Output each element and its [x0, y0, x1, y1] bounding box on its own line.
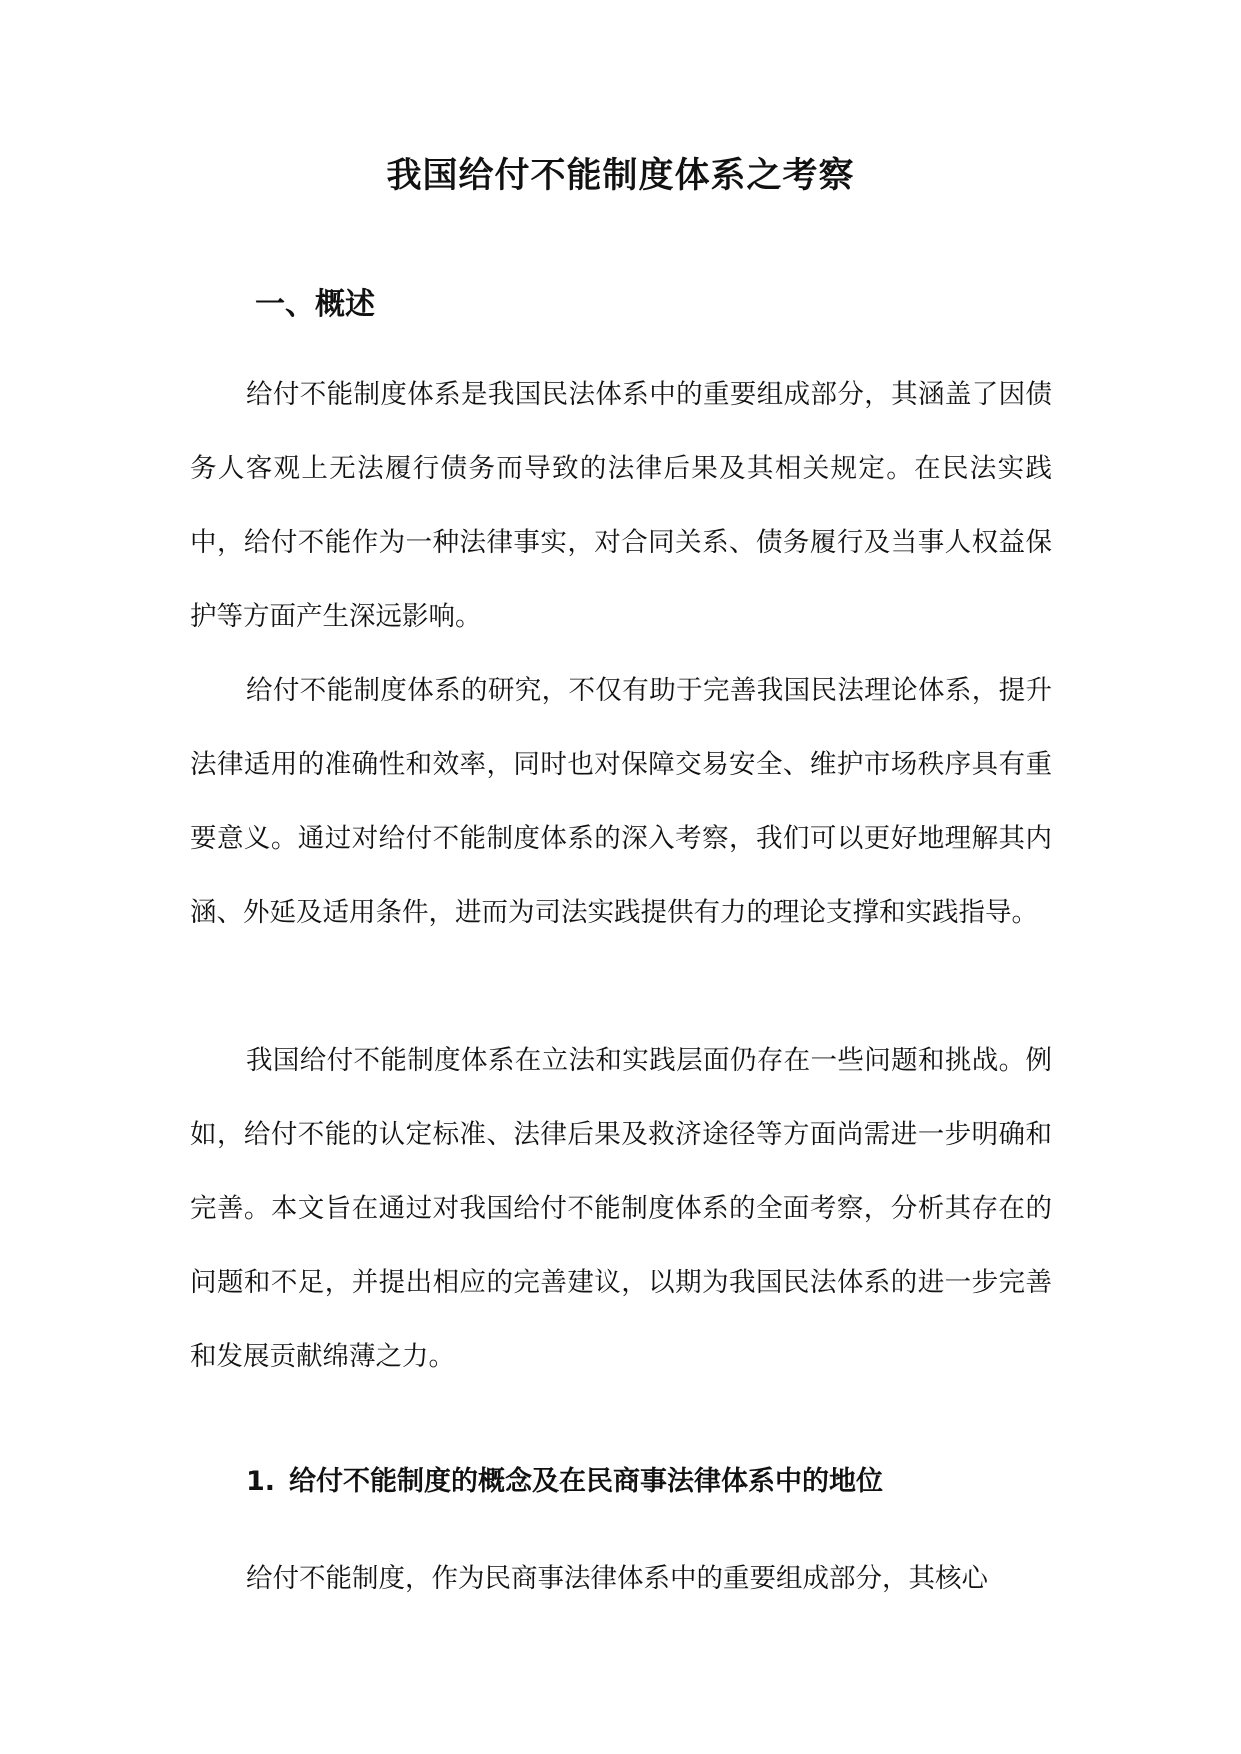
paragraph-overview-3: 我国给付不能制度体系在立法和实践层面仍存在一些问题和挑战。例如，给付不能的认定标准、法律后果及救济途径等方面尚需进一步明确和完善。本文旨在通过对我国给付不能制度体系的全面考察，分析其存在的问题和不足，并提出相应的完善建议，以期为我国民法体系的进一步完善和发展贡献绵薄之力。	[190, 1045, 1052, 1372]
document-title: 我国给付不能制度体系之考察	[386, 156, 855, 196]
section-heading-overview: 一、概述	[255, 287, 375, 322]
paragraph-concept-1: 给付不能制度，作为民商事法律体系中的重要组成部分，其核心	[246, 1563, 988, 1594]
paragraph-overview-2: 给付不能制度体系的研究，不仅有助于完善我国民法理论体系，提升法律适用的准确性和效率，同时也对保障交易安全、维护市场秩序具有重要意义。通过对给付不能制度体系的深入考察，我们可以更好地理解其内涵、外延及适用条件，进而为司法实践提供有力的理论支撑和实践指导。	[190, 675, 1052, 928]
paragraph-overview-1: 给付不能制度体系是我国民法体系中的重要组成部分，其涵盖了因债务人客观上无法履行债务而导致的法律后果及其相关规定。在民法实践中，给付不能作为一种法律事实，对合同关系、债务履行及当事人权益保护等方面产生深远影响。	[190, 379, 1052, 632]
subsection-number: 1.	[246, 1466, 276, 1497]
subsection-heading-concept	[246, 1460, 883, 1504]
subsection-title: 给付不能制度的概念及在民商事法律体系中的地位	[289, 1466, 884, 1497]
